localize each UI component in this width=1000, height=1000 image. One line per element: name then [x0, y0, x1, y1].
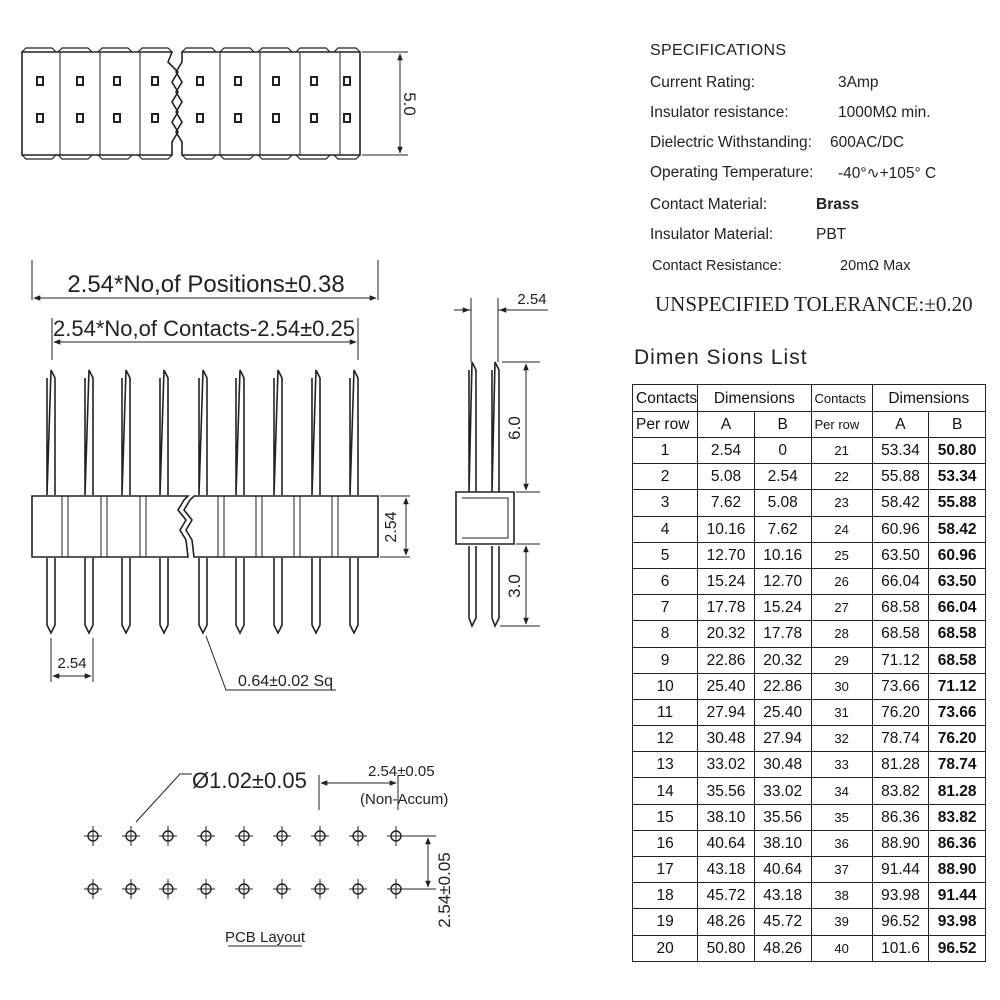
- cell-contacts: 1: [633, 438, 698, 464]
- cell-dim-a: 83.82: [872, 778, 929, 804]
- cell-dim-a: 10.16: [698, 516, 755, 542]
- table-row: [633, 673, 986, 699]
- cell-dim-b: 78.74: [929, 752, 986, 778]
- table-row: [633, 830, 986, 856]
- cell-contacts: 39: [811, 909, 872, 935]
- header-per-row: Per row: [811, 412, 872, 438]
- spec-value: PBT: [816, 226, 847, 243]
- spec-value: 1000MΩ min.: [838, 104, 931, 121]
- cell-dim-a: 96.52: [872, 909, 929, 935]
- cell-dim-a: 33.02: [698, 752, 755, 778]
- cell-contacts: 40: [811, 935, 872, 961]
- side-pitch-label: 2.54: [517, 291, 547, 308]
- cell-contacts: 14: [633, 778, 698, 804]
- cell-dim-a: 35.56: [698, 778, 755, 804]
- side-lower-length-label: 3.0: [505, 574, 524, 598]
- cell-dim-b: 55.88: [929, 490, 986, 516]
- spec-label: Operating Temperature:: [650, 164, 814, 181]
- cell-dim-b: 10.16: [754, 542, 811, 568]
- cell-dim-b: 35.56: [754, 804, 811, 830]
- cell-dim-b: 15.24: [754, 595, 811, 621]
- unspecified-tolerance: UNSPECIFIED TOLERANCE:±0.20: [655, 292, 973, 316]
- table-row: [633, 935, 986, 961]
- cell-dim-a: 22.86: [698, 647, 755, 673]
- header-contacts: Contacts: [811, 385, 872, 412]
- cell-dim-b: 76.20: [929, 726, 986, 752]
- cell-contacts: 3: [633, 490, 698, 516]
- cell-contacts: 20: [633, 935, 698, 961]
- cell-dim-b: 63.50: [929, 568, 986, 594]
- cell-contacts: 13: [633, 752, 698, 778]
- cell-contacts: 34: [811, 778, 872, 804]
- cell-contacts: 31: [811, 699, 872, 725]
- side-view: [454, 298, 548, 626]
- cell-dim-a: 25.40: [698, 673, 755, 699]
- header-per-row: Per row: [633, 412, 698, 438]
- cell-dim-b: 58.42: [929, 516, 986, 542]
- header-dimensions: Dimensions: [872, 385, 985, 412]
- cell-dim-b: 53.34: [929, 464, 986, 490]
- cell-contacts: 12: [633, 726, 698, 752]
- table-row: [633, 464, 986, 490]
- cell-dim-a: 27.94: [698, 699, 755, 725]
- cell-contacts: 5: [633, 542, 698, 568]
- table-row: [633, 568, 986, 594]
- cell-dim-b: 66.04: [929, 595, 986, 621]
- cell-contacts: 37: [811, 857, 872, 883]
- cell-dim-b: 22.86: [754, 673, 811, 699]
- cell-dim-a: 68.58: [872, 595, 929, 621]
- cell-dim-b: 27.94: [754, 726, 811, 752]
- spec-value: 3Amp: [838, 74, 879, 91]
- cell-dim-b: 17.78: [754, 621, 811, 647]
- cell-contacts: 30: [811, 673, 872, 699]
- cell-dim-a: 2.54: [698, 438, 755, 464]
- cell-dim-a: 91.44: [872, 857, 929, 883]
- cell-dim-b: 38.10: [754, 830, 811, 856]
- cell-dim-b: 73.66: [929, 699, 986, 725]
- dimension-table: [632, 384, 986, 962]
- table-row: [633, 438, 986, 464]
- cell-contacts: 4: [633, 516, 698, 542]
- cell-dim-a: 30.48: [698, 726, 755, 752]
- side-upper-length-label: 6.0: [505, 416, 524, 440]
- cell-contacts: 15: [633, 804, 698, 830]
- cell-contacts: 19: [633, 909, 698, 935]
- cell-dim-b: 68.58: [929, 647, 986, 673]
- table-row: [633, 621, 986, 647]
- cell-dim-a: 86.36: [872, 804, 929, 830]
- header-dimensions: Dimensions: [698, 385, 811, 412]
- cell-contacts: 2: [633, 464, 698, 490]
- cell-contacts: 22: [811, 464, 872, 490]
- cell-dim-b: 33.02: [754, 778, 811, 804]
- spec-value: 20mΩ Max: [840, 258, 911, 274]
- cell-contacts: 36: [811, 830, 872, 856]
- cell-dim-b: 0: [754, 438, 811, 464]
- spec-label: Dielectric Withstanding:: [650, 134, 812, 151]
- header-col-a: A: [698, 412, 755, 438]
- cell-dim-a: 48.26: [698, 909, 755, 935]
- spec-label: Insulator Material:: [650, 226, 774, 243]
- cell-dim-b: 81.28: [929, 778, 986, 804]
- cell-dim-b: 48.26: [754, 935, 811, 961]
- cell-dim-a: 7.62: [698, 490, 755, 516]
- cell-contacts: 32: [811, 726, 872, 752]
- cell-contacts: 35: [811, 804, 872, 830]
- table-subheader-row: [633, 412, 986, 438]
- cell-dim-a: 45.72: [698, 883, 755, 909]
- spec-value: -40°∿+105° C: [838, 165, 937, 182]
- table-row: [633, 595, 986, 621]
- top-view-height-label: 5.0: [400, 92, 419, 116]
- cell-dim-b: 45.72: [754, 909, 811, 935]
- pcb-layout-label: PCB Layout: [224, 929, 306, 946]
- cell-dim-b: 68.58: [929, 621, 986, 647]
- cell-dim-a: 55.88: [872, 464, 929, 490]
- spec-value: 600AC/DC: [830, 134, 905, 151]
- cell-dim-a: 40.64: [698, 830, 755, 856]
- table-row: [633, 699, 986, 725]
- cell-contacts: 17: [633, 857, 698, 883]
- cell-contacts: 28: [811, 621, 872, 647]
- cell-dim-a: 38.10: [698, 804, 755, 830]
- table-row: [633, 542, 986, 568]
- spec-label: Contact Resistance:: [652, 258, 782, 274]
- cell-dim-a: 101.6: [872, 935, 929, 961]
- cell-dim-a: 12.70: [698, 542, 755, 568]
- table-row: [633, 909, 986, 935]
- cell-dim-a: 73.66: [872, 673, 929, 699]
- table-row: [633, 778, 986, 804]
- table-header-row: [633, 385, 986, 412]
- cell-contacts: 16: [633, 830, 698, 856]
- table-row: [633, 726, 986, 752]
- pin-size-label: 0.64±0.02 Sq: [238, 673, 334, 690]
- hole-pitch-label: 2.54±0.05: [368, 763, 435, 780]
- top-view: [22, 48, 408, 159]
- cell-contacts: 33: [811, 752, 872, 778]
- row-spacing-label: 2.54±0.05: [435, 852, 454, 928]
- spec-value: Brass: [816, 196, 860, 213]
- insulator-height-label: 2.54: [383, 511, 400, 543]
- cell-dim-b: 40.64: [754, 857, 811, 883]
- table-row: [633, 883, 986, 909]
- cell-dim-b: 43.18: [754, 883, 811, 909]
- cell-dim-a: 93.98: [872, 883, 929, 909]
- specifications-title: SPECIFICATIONS: [650, 42, 787, 59]
- cell-dim-a: 71.12: [872, 647, 929, 673]
- cell-dim-a: 53.34: [872, 438, 929, 464]
- spec-label: Insulator resistance:: [650, 104, 789, 121]
- table-row: [633, 516, 986, 542]
- cell-contacts: 25: [811, 542, 872, 568]
- cell-dim-b: 25.40: [754, 699, 811, 725]
- cell-dim-a: 63.50: [872, 542, 929, 568]
- cell-contacts: 10: [633, 673, 698, 699]
- cell-dim-b: 96.52: [929, 935, 986, 961]
- cell-dim-b: 12.70: [754, 568, 811, 594]
- cell-dim-a: 15.24: [698, 568, 755, 594]
- cell-dim-b: 60.96: [929, 542, 986, 568]
- cell-dim-a: 5.08: [698, 464, 755, 490]
- cell-dim-b: 7.62: [754, 516, 811, 542]
- cell-contacts: 29: [811, 647, 872, 673]
- spec-label: Contact Material:: [650, 196, 768, 213]
- header-col-b: B: [929, 412, 986, 438]
- cell-dim-a: 60.96: [872, 516, 929, 542]
- non-accum-label: (Non-Accum): [360, 791, 449, 808]
- header-contacts: Contacts: [633, 385, 698, 412]
- table-row: [633, 752, 986, 778]
- cell-dim-b: 83.82: [929, 804, 986, 830]
- cell-dim-b: 2.54: [754, 464, 811, 490]
- table-row: [633, 490, 986, 516]
- cell-dim-a: 76.20: [872, 699, 929, 725]
- cell-dim-a: 68.58: [872, 621, 929, 647]
- cell-dim-b: 30.48: [754, 752, 811, 778]
- cell-contacts: 21: [811, 438, 872, 464]
- cell-contacts: 24: [811, 516, 872, 542]
- cell-dim-b: 5.08: [754, 490, 811, 516]
- cell-contacts: 9: [633, 647, 698, 673]
- cell-contacts: 27: [811, 595, 872, 621]
- cell-dim-b: 71.12: [929, 673, 986, 699]
- cell-contacts: 6: [633, 568, 698, 594]
- cell-dim-a: 88.90: [872, 830, 929, 856]
- cell-dim-b: 91.44: [929, 883, 986, 909]
- hole-diameter-label: Ø1.02±0.05: [192, 768, 307, 793]
- cell-dim-a: 58.42: [872, 490, 929, 516]
- cell-dim-b: 93.98: [929, 909, 986, 935]
- cell-contacts: 7: [633, 595, 698, 621]
- cell-dim-b: 86.36: [929, 830, 986, 856]
- cell-dim-b: 50.80: [929, 438, 986, 464]
- cell-contacts: 11: [633, 699, 698, 725]
- cell-dim-a: 43.18: [698, 857, 755, 883]
- cell-dim-a: 78.74: [872, 726, 929, 752]
- cell-dim-b: 20.32: [754, 647, 811, 673]
- cell-dim-a: 81.28: [872, 752, 929, 778]
- contacts-length-label: 2.54*No,of Contacts-2.54±0.25: [53, 316, 355, 341]
- pitch-bottom-label: 2.54: [57, 655, 87, 672]
- cell-dim-a: 17.78: [698, 595, 755, 621]
- cell-contacts: 26: [811, 568, 872, 594]
- header-col-a: A: [872, 412, 929, 438]
- dimension-list-title: Dimen Sions List: [634, 346, 808, 369]
- overall-length-label: 2.54*No,of Positions±0.38: [67, 271, 345, 298]
- cell-dim-a: 50.80: [698, 935, 755, 961]
- cell-dim-a: 66.04: [872, 568, 929, 594]
- cell-contacts: 23: [811, 490, 872, 516]
- table-row: [633, 857, 986, 883]
- cell-contacts: 8: [633, 621, 698, 647]
- cell-contacts: 18: [633, 883, 698, 909]
- cell-dim-a: 20.32: [698, 621, 755, 647]
- cell-contacts: 38: [811, 883, 872, 909]
- cell-dim-b: 88.90: [929, 857, 986, 883]
- table-row: [633, 647, 986, 673]
- header-col-b: B: [754, 412, 811, 438]
- table-row: [633, 804, 986, 830]
- spec-label: Current Rating:: [650, 74, 756, 91]
